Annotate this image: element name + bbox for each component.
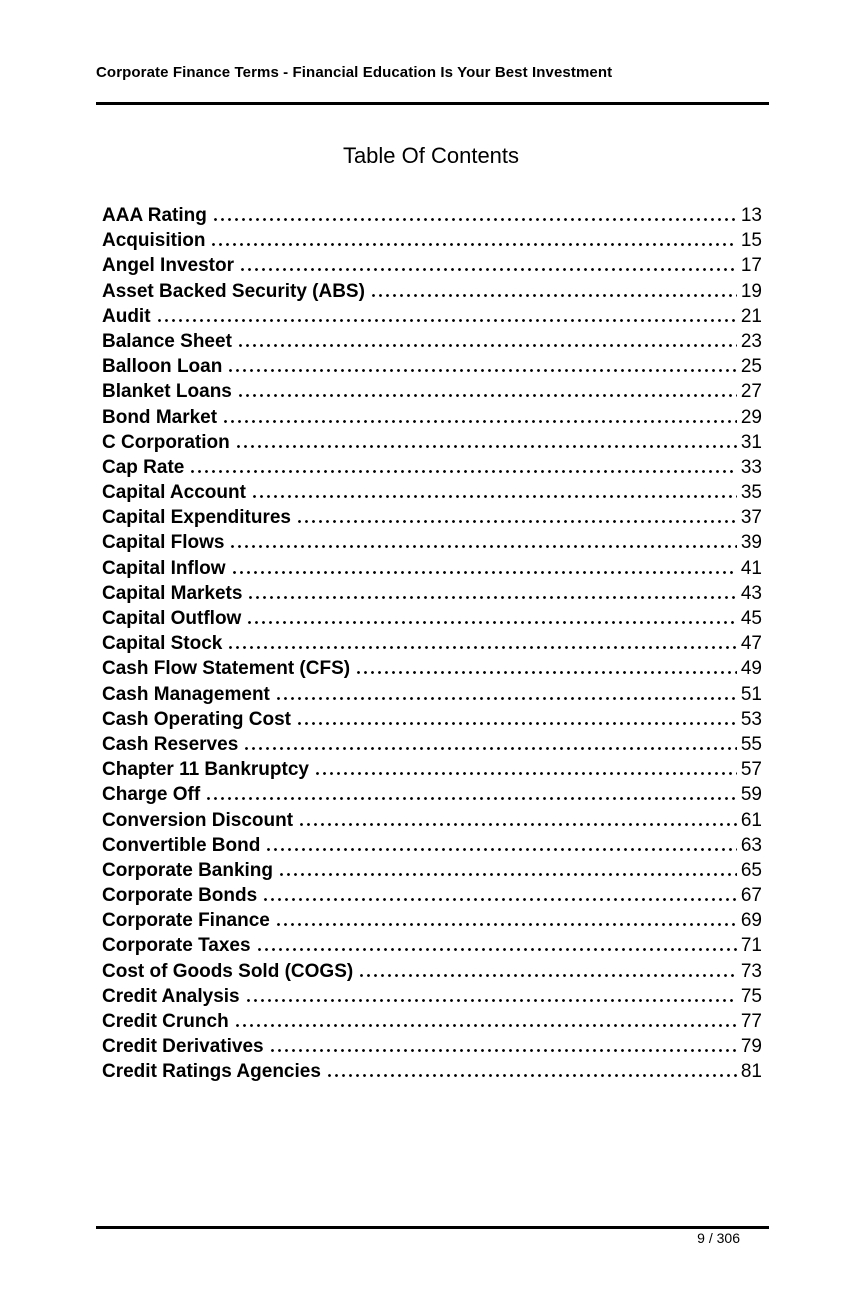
toc-entry-dot-leader — [156, 318, 737, 323]
toc-entry-dot-leader — [370, 293, 737, 298]
toc-entry[interactable] — [102, 455, 762, 480]
toc-entry-dot-leader — [189, 469, 737, 474]
toc-entry[interactable] — [102, 606, 762, 631]
toc-entry-term: Balloon Loan — [102, 356, 223, 378]
toc-entry[interactable] — [102, 933, 762, 958]
toc-entry-dot-leader — [227, 368, 737, 373]
toc-entry-term: Capital Markets — [102, 582, 243, 604]
toc-entry[interactable] — [102, 556, 762, 581]
toc-entry[interactable] — [102, 631, 762, 656]
toc-entry-page: 73 — [740, 960, 762, 982]
toc-entry-page: 35 — [740, 482, 762, 504]
toc-entry[interactable] — [102, 984, 762, 1009]
toc-entry-page: 53 — [740, 708, 762, 730]
toc-entry-page: 13 — [740, 205, 762, 226]
toc-entry-term: AAA Rating — [102, 205, 207, 226]
toc-entry-page: 69 — [740, 910, 762, 932]
footer-rule — [96, 1226, 769, 1229]
toc-entry[interactable] — [102, 354, 762, 379]
toc-entry-term: Credit Derivatives — [102, 1036, 264, 1058]
toc-entry-dot-leader — [246, 620, 737, 625]
toc-entry-term: Credit Ratings Agencies — [102, 1061, 321, 1083]
toc-entry-term: Conversion Discount — [102, 809, 294, 831]
toc-entry-term: Convertible Bond — [102, 834, 261, 856]
toc-entry[interactable] — [102, 253, 762, 278]
toc-entry-term: Cash Flow Statement (CFS) — [102, 658, 351, 680]
header-rule — [96, 102, 769, 105]
toc-entry-page: 55 — [740, 733, 762, 755]
toc-entry-dot-leader — [251, 494, 737, 499]
toc-entry-term: Capital Account — [102, 482, 246, 504]
toc-entry-dot-leader — [227, 645, 736, 650]
toc-entry-dot-leader — [212, 217, 737, 222]
toc-entry[interactable] — [102, 581, 762, 606]
footer-page-indicator: 9 / 306 — [697, 1230, 740, 1246]
toc-entry-term: Capital Inflow — [102, 557, 226, 579]
toc-entry-page: 49 — [740, 658, 762, 680]
toc-entry-term: Cash Reserves — [102, 733, 239, 755]
toc-entry-page: 21 — [740, 305, 762, 327]
toc-entry-page: 63 — [740, 834, 762, 856]
toc-entry-term: Blanket Loans — [102, 381, 232, 403]
toc-entry-term: Corporate Finance — [102, 910, 270, 932]
toc-entry[interactable] — [102, 329, 762, 354]
toc-entry[interactable] — [102, 883, 762, 908]
toc-entry-term: Charge Off — [102, 784, 201, 806]
toc-entry[interactable] — [102, 405, 762, 430]
toc-entry[interactable] — [102, 682, 762, 707]
toc-entry-page: 75 — [740, 985, 762, 1007]
toc-entry[interactable] — [102, 304, 762, 329]
toc-entry-page: 31 — [740, 431, 762, 453]
toc-entry-term: Asset Backed Security (ABS) — [102, 280, 365, 302]
toc-entry[interactable] — [102, 707, 762, 732]
toc-entry-term: Chapter 11 Bankruptcy — [102, 759, 309, 781]
toc-entry-page: 19 — [740, 280, 762, 302]
toc-entry-dot-leader — [256, 947, 737, 952]
toc-entry-dot-leader — [237, 393, 737, 398]
toc-entry-page: 71 — [740, 935, 762, 957]
toc-entry-page: 29 — [740, 406, 762, 428]
toc-entry-page: 27 — [740, 381, 762, 403]
toc-entry-dot-leader — [298, 822, 737, 827]
toc-entry-dot-leader — [229, 544, 736, 549]
toc-title: Table Of Contents — [342, 143, 520, 168]
toc-entry-dot-leader — [234, 1023, 737, 1028]
toc-entry-dot-leader — [237, 343, 737, 348]
toc-entry[interactable] — [102, 279, 762, 304]
toc-entry-page: 23 — [740, 330, 762, 352]
toc-entry-term: Corporate Taxes — [102, 935, 251, 957]
toc-entry-term: Angel Investor — [102, 255, 234, 277]
toc-entry-page: 67 — [740, 885, 762, 907]
toc-entry-term: Capital Flows — [102, 532, 225, 554]
toc-entry-page: 37 — [740, 507, 762, 529]
toc-entry[interactable] — [102, 732, 762, 757]
toc-entry-dot-leader — [231, 570, 737, 575]
toc-entry-term: Balance Sheet — [102, 330, 232, 352]
toc-entry-page: 51 — [740, 683, 762, 705]
toc-entry-dot-leader — [235, 444, 737, 449]
toc-entry-page: 65 — [740, 859, 762, 881]
toc-entry-term: Cap Rate — [102, 456, 185, 478]
toc-entry[interactable] — [102, 480, 762, 505]
toc-entry-dot-leader — [265, 847, 737, 852]
toc-entry[interactable] — [102, 782, 762, 807]
toc-list — [102, 203, 762, 1085]
toc-entry-page: 33 — [740, 456, 762, 478]
toc-entry-dot-leader — [239, 267, 737, 272]
toc-entry-term: Cash Management — [102, 683, 270, 705]
toc-entry-page: 47 — [740, 633, 762, 655]
toc-entry-term: Cost of Goods Sold (COGS) — [102, 960, 354, 982]
toc-entry-page: 41 — [740, 557, 762, 579]
toc-entry-page: 45 — [740, 608, 762, 629]
toc-entry-dot-leader — [247, 595, 736, 600]
toc-entry-term: Cash Operating Cost — [102, 708, 291, 730]
toc-entry-page: 81 — [740, 1061, 762, 1083]
toc-entry-term: C Corporation — [102, 431, 230, 453]
toc-entry-dot-leader — [358, 973, 737, 978]
toc-entry-term: Bond Market — [102, 406, 218, 428]
toc-entry-dot-leader — [222, 419, 737, 424]
toc-entry-term: Audit — [102, 305, 151, 327]
toc-entry[interactable] — [102, 1009, 762, 1034]
toc-entry-term: Capital Outflow — [102, 608, 242, 629]
toc-entry-page: 61 — [740, 809, 762, 831]
toc-entry[interactable] — [102, 858, 762, 883]
toc-entry[interactable] — [102, 530, 762, 555]
toc-entry-term: Credit Analysis — [102, 985, 240, 1007]
toc-entry[interactable] — [102, 808, 762, 833]
toc-entry-term: Capital Expenditures — [102, 507, 291, 529]
toc-entry-page: 59 — [740, 784, 762, 806]
toc-entry-term: Capital Stock — [102, 633, 223, 655]
toc-entry[interactable] — [102, 228, 762, 253]
toc-entry[interactable] — [102, 757, 762, 782]
toc-entry-dot-leader — [245, 998, 737, 1003]
toc-entry[interactable] — [102, 656, 762, 681]
toc-entry[interactable] — [102, 203, 762, 228]
toc-entry[interactable] — [102, 833, 762, 858]
toc-entry-page: 15 — [740, 230, 762, 252]
toc-entry-page: 57 — [740, 759, 762, 781]
toc-entry-page: 17 — [740, 255, 762, 277]
toc-entry[interactable] — [102, 379, 762, 404]
toc-entry-dot-leader — [326, 1073, 737, 1078]
toc-entry[interactable] — [102, 1034, 762, 1059]
toc-entry-dot-leader — [296, 721, 737, 726]
toc-entry-dot-leader — [296, 519, 737, 524]
toc-entry-dot-leader — [275, 696, 737, 701]
toc-entry[interactable] — [102, 430, 762, 455]
toc-entry-dot-leader — [278, 872, 737, 877]
toc-entry-dot-leader — [243, 746, 737, 751]
toc-entry-page: 43 — [740, 582, 762, 604]
toc-entry-term: Corporate Bonds — [102, 885, 258, 907]
toc-entry-dot-leader — [205, 796, 737, 801]
toc-entry-page: 77 — [740, 1011, 762, 1032]
toc-entry-dot-leader — [269, 1048, 737, 1053]
toc-entry[interactable] — [102, 908, 762, 933]
toc-entry-dot-leader — [262, 897, 737, 902]
toc-entry-page: 39 — [740, 532, 762, 554]
toc-entry-term: Acquisition — [102, 230, 206, 252]
toc-entry-dot-leader — [355, 670, 737, 675]
toc-entry-page: 79 — [740, 1036, 762, 1058]
toc-entry-dot-leader — [275, 922, 737, 927]
toc-entry-page: 25 — [740, 356, 762, 378]
toc-entry-dot-leader — [314, 771, 737, 776]
toc-entry-term: Credit Crunch — [102, 1011, 229, 1032]
toc-entry-dot-leader — [210, 242, 736, 247]
document-header-title: Corporate Finance Terms - Financial Education Is Your Best Investment — [96, 64, 613, 81]
toc-entry[interactable] — [102, 959, 762, 984]
toc-entry[interactable] — [102, 505, 762, 530]
toc-entry[interactable] — [102, 1059, 762, 1084]
toc-entry-term: Corporate Banking — [102, 859, 274, 881]
